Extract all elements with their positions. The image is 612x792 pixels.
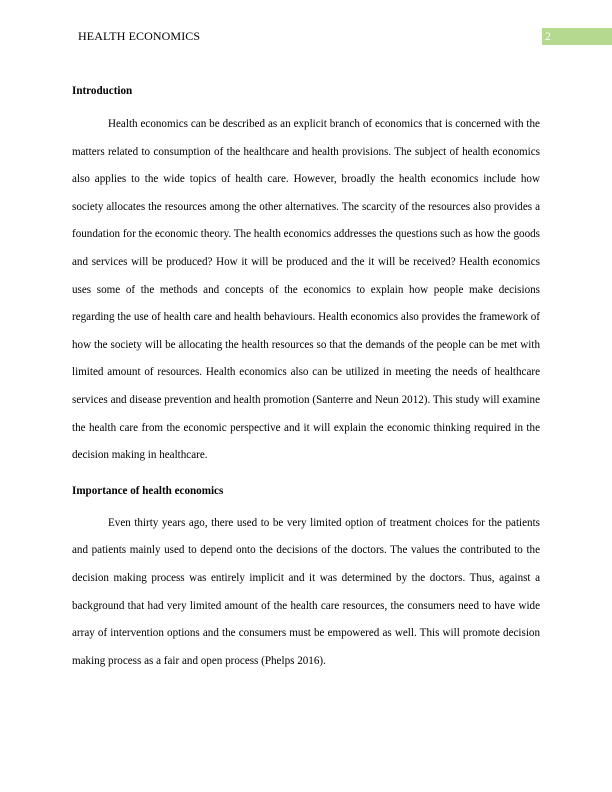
running-head: HEALTH ECONOMICS [78, 29, 201, 43]
document-body [72, 83, 540, 675]
page-number: 2 [542, 28, 612, 45]
importance-paragraph: Even thirty years ago, there used to be very limited option of treatment choices for the patients and patients mainly used to depend onto the decisions of the doctors. The values the contributed to the decision making process was entirely implicit and it was determined by the doctors. Thus, against a background that had very limited amount of the health care resources, the consumers need to have wide array of intervention options and the consumers must be empowered as well. This will promote decision making process as a fair and open process (Phelps 2016). [72, 516, 540, 667]
introduction-paragraph: Health economics can be described as an explicit branch of economics that is concerned with the matters related to consumption of the healthcare and health provisions. The subject of health economics also applies to the wide topics of health care. However, broadly the health economics include how society allocates the resources among the other alternatives. The scarcity of the resources also provides a foundation for the economic theory. The health economics addresses the questions such as how the goods and services will be produced? How it will be produced and the it will be received? Health economics uses some of the methods and concepts of the economics to explain how people make decisions regarding the use of health care and health behaviours. Health economics also provides the framework of how the society will be allocating the health resources so that the demands of the people can be met with limited amount of resources. Health economics also can be utilized in meeting the needs of healthcare services and disease prevention and health promotion (Santerre and Neun 2012). This study will examine the health care from the economic perspective and it will explain the economic thinking required in the decision making in healthcare. [72, 118, 540, 462]
section-heading-importance: Importance of health economics [72, 484, 224, 497]
section-heading-introduction: Introduction [72, 85, 133, 97]
page-header [0, 28, 612, 46]
